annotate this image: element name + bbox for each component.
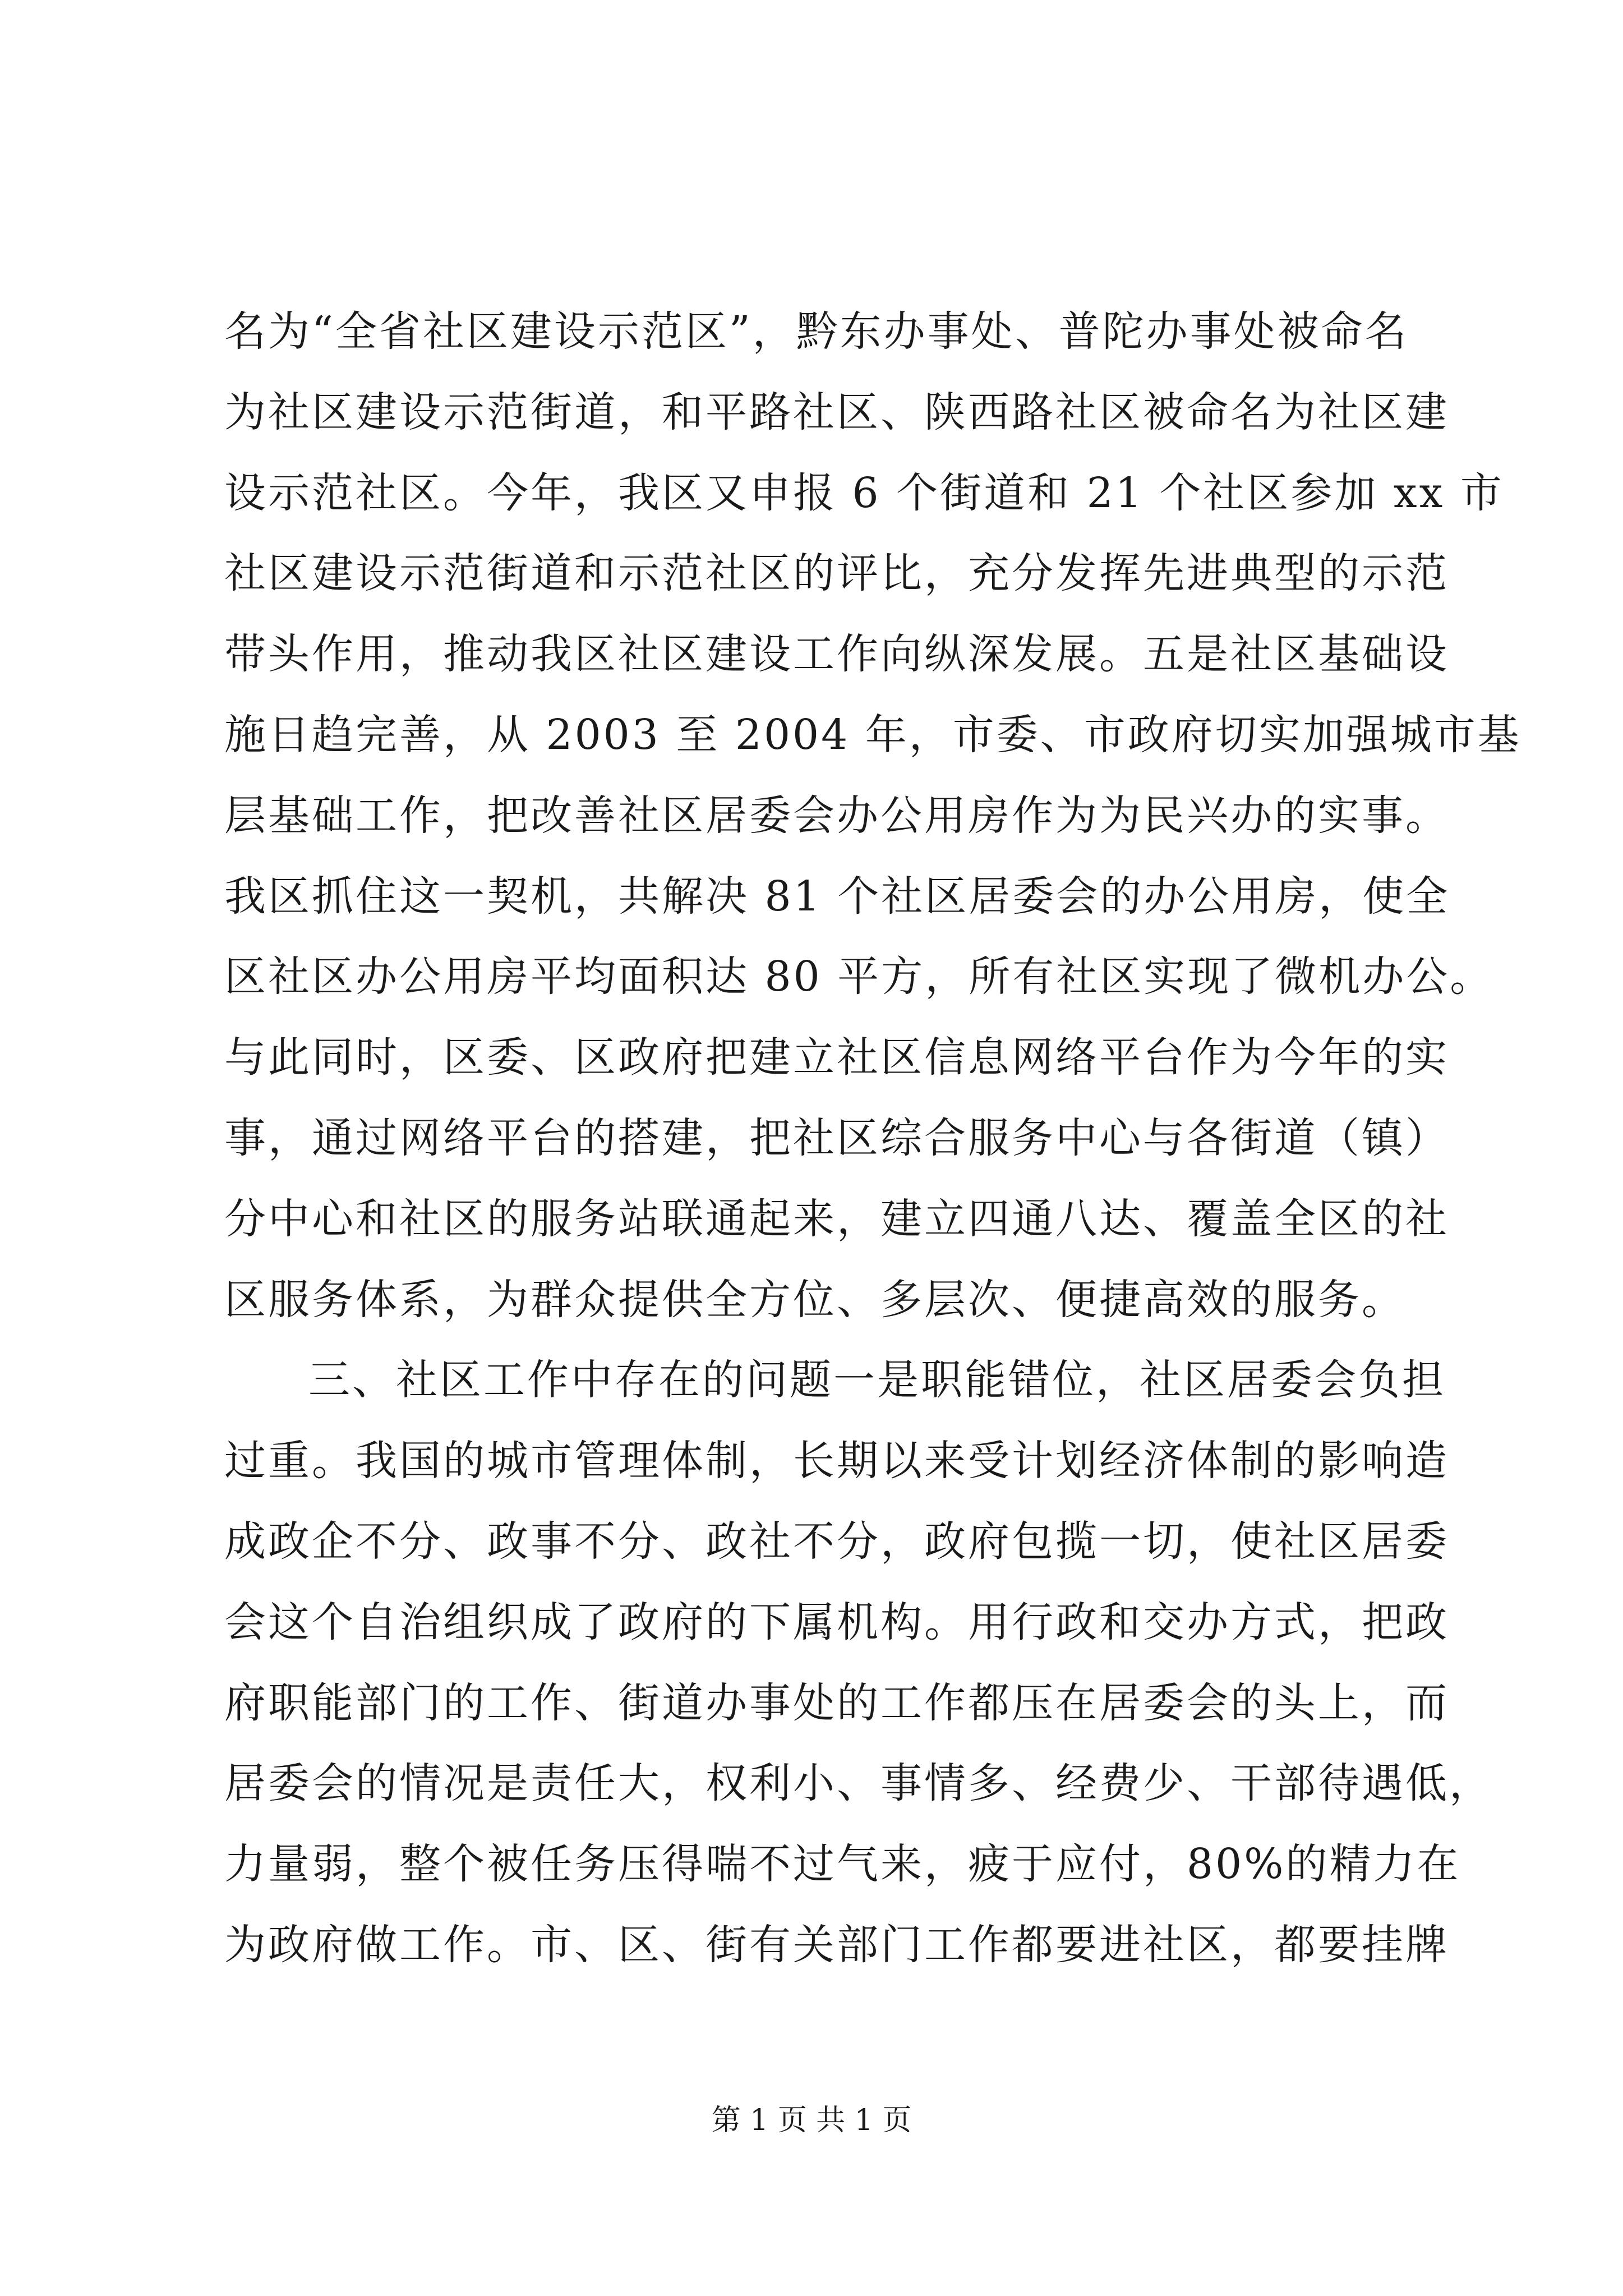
text-line: 区服务体系，为群众提供全方位、多层次、便捷高效的服务。 (224, 1275, 1405, 1324)
text-line: 社区建设示范街道和示范社区的评比，充分发挥先进典型的示范 (224, 549, 1449, 598)
text-line: 为社区建设示范街道，和平路社区、陕西路社区被命名为社区建 (224, 388, 1449, 436)
text-line: 居委会的情况是责任大，权利小、事情多、经费少、干部待遇低， (224, 1759, 1493, 1808)
text-line: 与此同时，区委、区政府把建立社区信息网络平台作为今年的实 (224, 1033, 1449, 1082)
text-line: 施日趋完善，从 2003 至 2004 年，市委、市政府切实加强城市基 (224, 710, 1521, 759)
text-line: 名为“全省社区建设示范区”，黔东办事处、普陀办事处被命名 (224, 307, 1409, 356)
text-line: 府职能部门的工作、街道办事处的工作都压在居委会的头上，而 (224, 1678, 1449, 1727)
paragraph-first-line: 三、社区工作中存在的问题一是职能错位，社区居委会负担 (308, 1356, 1446, 1405)
text-line: 层基础工作，把改善社区居委会办公用房作为为民兴办的实事。 (224, 791, 1449, 840)
text-line: 我区抓住这一契机，共解决 81 个社区居委会的办公用房，使全 (224, 872, 1450, 921)
page-footer (0, 2098, 1623, 2143)
text-line: 设示范社区。今年，我区又申报 6 个街道和 21 个社区参加 xx 市 (224, 468, 1504, 517)
text-line: 事，通过网络平台的搭建，把社区综合服务中心与各街道（镇） (224, 1114, 1449, 1162)
text-line: 分中心和社区的服务站联通起来，建立四通八达、覆盖全区的社 (224, 1194, 1449, 1243)
body-text (224, 292, 1521, 1986)
text-line: 带头作用，推动我区社区建设工作向纵深发展。五是社区基础设 (224, 630, 1449, 679)
text-line: 为政府做工作。市、区、街有关部门工作都要进社区，都要挂牌 (224, 1920, 1449, 1969)
text-line: 成政企不分、政事不分、政社不分，政府包揽一切，使社区居委 (224, 1517, 1449, 1566)
text-line: 会这个自治组织成了政府的下属机构。用行政和交办方式，把政 (224, 1598, 1449, 1646)
text-line: 力量弱，整个被任务压得喘不过气来，疲于应付，80%的精力在 (224, 1840, 1461, 1889)
text-line: 区社区办公用房平均面积达 80 平方，所有社区实现了微机办公。 (224, 953, 1494, 1001)
text-line: 过重。我国的城市管理体制，长期以来受计划经济体制的影响造 (224, 1437, 1449, 1485)
page-number-label: 第 1 页 共 1 页 (711, 2104, 912, 2137)
